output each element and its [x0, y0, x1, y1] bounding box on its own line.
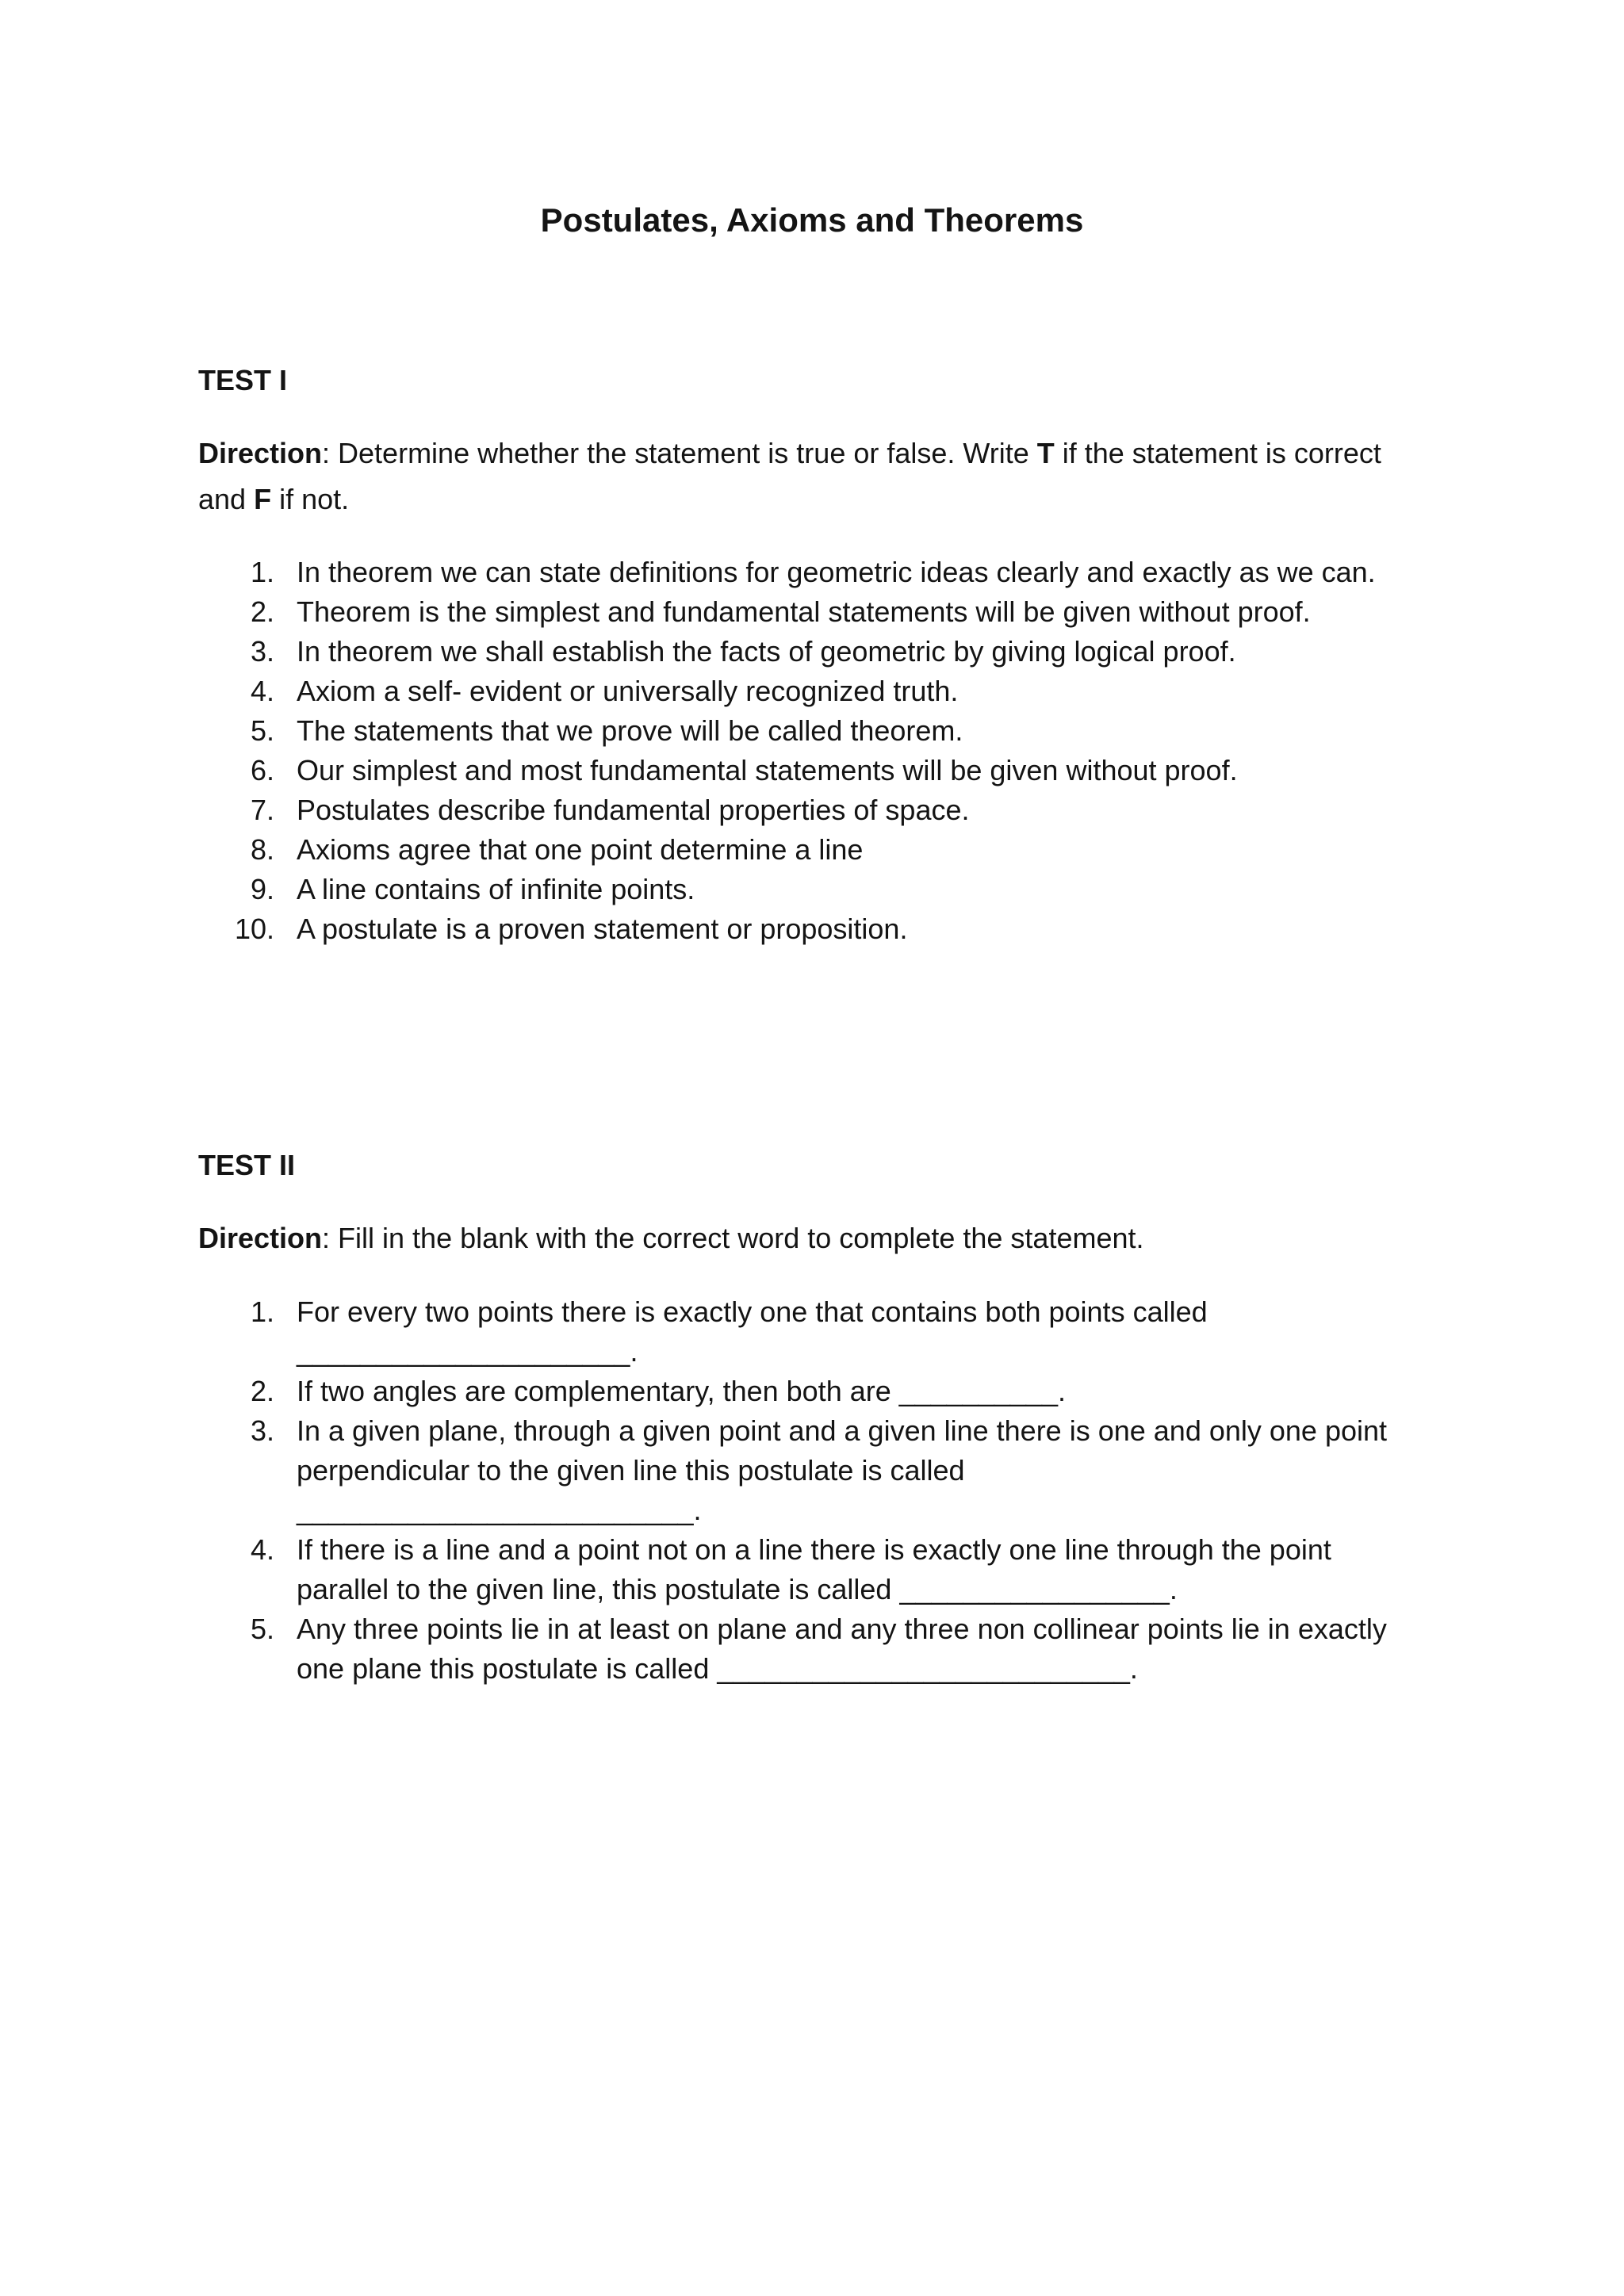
question-number: 2.	[250, 595, 274, 628]
test1-question-list	[198, 553, 1419, 949]
answer-blank: _____________________.	[297, 1335, 638, 1368]
test1-direction-f: F	[254, 483, 272, 515]
test2-question	[198, 1530, 1419, 1609]
question-number: 1.	[250, 556, 274, 588]
question-text: A line contains of infinite points.	[297, 873, 695, 905]
question-text: Our simplest and most fundamental statements will be given without proof.	[297, 754, 1238, 786]
question-number: 1.	[250, 1295, 274, 1328]
question-number: 2.	[250, 1375, 274, 1407]
question-text: Postulates describe fundamental properties of space.	[297, 794, 970, 826]
question-text: Theorem is the simplest and fundamental statements will be given without proof.	[297, 595, 1311, 628]
question-text: Any three points lie in at least on plane and any three non collinear points lie in exactly one plane this postulate is called __________________________.	[297, 1613, 1387, 1685]
test1-direction-post: if not.	[271, 483, 350, 515]
question-number: 8.	[250, 833, 274, 866]
test1-direction-mid: if the statement is correct and	[198, 437, 1381, 515]
test2-question-list	[198, 1292, 1419, 1689]
question-text: A postulate is a proven statement or proposition.	[297, 913, 908, 945]
question-number: 9.	[250, 873, 274, 905]
test1-question	[198, 909, 1419, 949]
question-number: 3.	[250, 1414, 274, 1447]
test2-direction-text: : Fill in the blank with the correct word to complete the statement.	[322, 1222, 1144, 1254]
test1-direction-pre: : Determine whether the statement is true or false. Write	[322, 437, 1037, 469]
test2-question	[198, 1609, 1419, 1689]
test1-question	[198, 751, 1419, 790]
test2-question	[198, 1372, 1419, 1411]
test2-question	[198, 1411, 1419, 1530]
answer-blank: _________________________.	[297, 1494, 702, 1526]
test1-direction-t: T	[1036, 437, 1055, 469]
question-text: Axioms agree that one point determine a line	[297, 833, 864, 866]
question-number: 4.	[250, 675, 274, 707]
question-text: Axiom a self- evident or universally recognized truth.	[297, 675, 959, 707]
document-title: Postulates, Axioms and Theorems	[540, 201, 1084, 239]
test1-question	[198, 672, 1419, 711]
test1-question	[198, 830, 1419, 870]
question-number: 3.	[250, 635, 274, 668]
question-number: 10.	[234, 913, 274, 945]
question-number: 6.	[250, 754, 274, 786]
question-number: 5.	[250, 1613, 274, 1645]
test1-heading: TEST I	[198, 364, 288, 396]
test1-question	[198, 592, 1419, 632]
question-number: 5.	[250, 714, 274, 747]
question-text: In theorem we shall establish the facts of geometric by giving logical proof.	[297, 635, 1236, 668]
test1-question	[198, 870, 1419, 909]
question-text: If there is a line and a point not on a line there is exactly one line through the point parallel to the given line, this postulate is called _________________.	[297, 1533, 1331, 1605]
question-number: 7.	[250, 794, 274, 826]
test1-question	[198, 711, 1419, 751]
test1-direction-label: Direction	[198, 437, 323, 469]
test2-direction-label: Direction	[198, 1222, 323, 1254]
test1-direction	[198, 430, 1419, 522]
question-text: If two angles are complementary, then both are __________.	[297, 1375, 1066, 1407]
question-text: The statements that we prove will be called theorem.	[297, 714, 963, 747]
test1-question	[198, 632, 1419, 672]
question-text: In a given plane, through a given point and a given line there is one and only one point perpendicular to the given line this postulate is called	[297, 1414, 1388, 1487]
question-text: In theorem we can state definitions for geometric ideas clearly and exactly as we can.	[297, 556, 1376, 588]
test1-question	[198, 553, 1419, 592]
question-number: 4.	[250, 1533, 274, 1566]
question-text: For every two points there is exactly one that contains both points called	[297, 1295, 1208, 1328]
test2-question	[198, 1292, 1419, 1372]
test2-heading: TEST II	[198, 1149, 296, 1181]
test2-direction	[198, 1215, 1419, 1261]
test1-question	[198, 790, 1419, 830]
